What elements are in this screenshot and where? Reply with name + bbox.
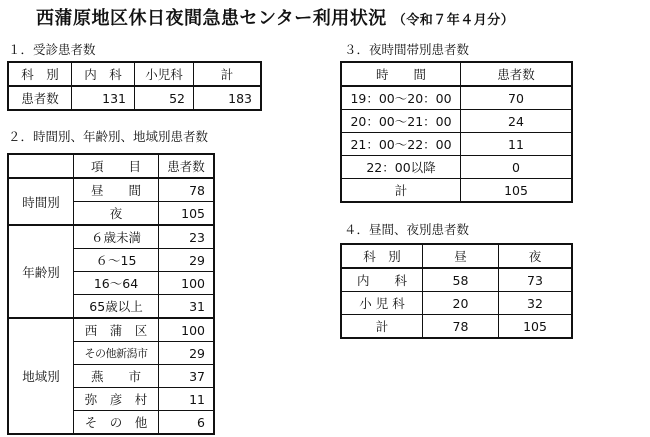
- s2-count: 23: [159, 225, 215, 249]
- s1-header-dept: 科 別: [8, 62, 72, 86]
- s2-group-age: 年齢別: [8, 225, 74, 318]
- s2-group-region: 地域別: [8, 318, 74, 434]
- s3-count: 11: [461, 133, 573, 156]
- s4-dept: 内 科: [341, 268, 423, 292]
- s3-header-count: 患者数: [461, 62, 573, 86]
- s3-time: 20：00～21：00: [341, 110, 461, 133]
- s4-total-day: 78: [423, 315, 499, 339]
- s3-count: 0: [461, 156, 573, 179]
- s2-group-time: 時間別: [8, 178, 74, 225]
- s2-item: ６～15: [74, 249, 159, 272]
- section1-table: [7, 61, 262, 111]
- s2-count: 100: [159, 318, 215, 342]
- s1-value-pediatric: 52: [135, 86, 194, 110]
- section3-heading: ３．夜時間帯別患者数: [344, 42, 470, 57]
- s1-value-total: 183: [194, 86, 262, 110]
- s2-count: 37: [159, 365, 215, 388]
- s2-item: 65歳以上: [74, 295, 159, 319]
- s1-row-label: 患者数: [8, 86, 72, 110]
- section4-table: [340, 243, 573, 339]
- s2-item: 夜: [74, 202, 159, 226]
- s2-count: 105: [159, 202, 215, 226]
- s2-item: 弥 彦 村: [74, 388, 159, 411]
- page-title: [36, 4, 514, 30]
- s4-total-night: 105: [499, 315, 573, 339]
- s4-dept: 小 児 科: [341, 292, 423, 315]
- s3-time: 22：00以降: [341, 156, 461, 179]
- s2-count: 78: [159, 178, 215, 202]
- section2-table: [7, 153, 215, 435]
- s1-value-internal: 131: [72, 86, 135, 110]
- s2-count: 29: [159, 342, 215, 365]
- s1-header-pediatric: 小児科: [135, 62, 194, 86]
- s2-item: 西 蒲 区: [74, 318, 159, 342]
- s3-header-time: 時 間: [341, 62, 461, 86]
- s2-item: 昼 間: [74, 178, 159, 202]
- s1-header-internal: 内 科: [72, 62, 135, 86]
- s2-count: 6: [159, 411, 215, 435]
- s2-count: 31: [159, 295, 215, 319]
- s4-day: 20: [423, 292, 499, 315]
- s2-item: そ の 他: [74, 411, 159, 435]
- section2-heading: ２．時間別、年齢別、地域別患者数: [8, 129, 209, 144]
- s2-count: 29: [159, 249, 215, 272]
- s3-time: 21：00～22：00: [341, 133, 461, 156]
- s2-item: ６歳未満: [74, 225, 159, 249]
- s2-header-count: 患者数: [159, 154, 215, 178]
- s3-total-label: 計: [341, 179, 461, 203]
- section1-heading: １．受診患者数: [8, 42, 96, 57]
- section3-table: [340, 61, 573, 203]
- s2-item: 16～64: [74, 272, 159, 295]
- title-text: 西蒲原地区休日夜間急患センター利用状況: [36, 8, 387, 29]
- s4-day: 58: [423, 268, 499, 292]
- s2-header-blank: [8, 154, 74, 178]
- s1-header-total: 計: [194, 62, 262, 86]
- title-period: （令和７年４月分）: [392, 13, 515, 28]
- s3-count: 70: [461, 86, 573, 110]
- s4-total-label: 計: [341, 315, 423, 339]
- s4-night: 32: [499, 292, 573, 315]
- section4-heading: ４．昼間、夜別患者数: [344, 222, 470, 237]
- s2-item: その他新潟市: [74, 342, 159, 365]
- s3-total-count: 105: [461, 179, 573, 203]
- s4-header-dept: 科 別: [341, 244, 423, 268]
- s2-header-item: 項 目: [74, 154, 159, 178]
- s2-count: 11: [159, 388, 215, 411]
- s2-count: 100: [159, 272, 215, 295]
- s4-header-day: 昼: [423, 244, 499, 268]
- s3-time: 19：00～20：00: [341, 86, 461, 110]
- s4-night: 73: [499, 268, 573, 292]
- s4-header-night: 夜: [499, 244, 573, 268]
- s2-item: 燕 市: [74, 365, 159, 388]
- s3-count: 24: [461, 110, 573, 133]
